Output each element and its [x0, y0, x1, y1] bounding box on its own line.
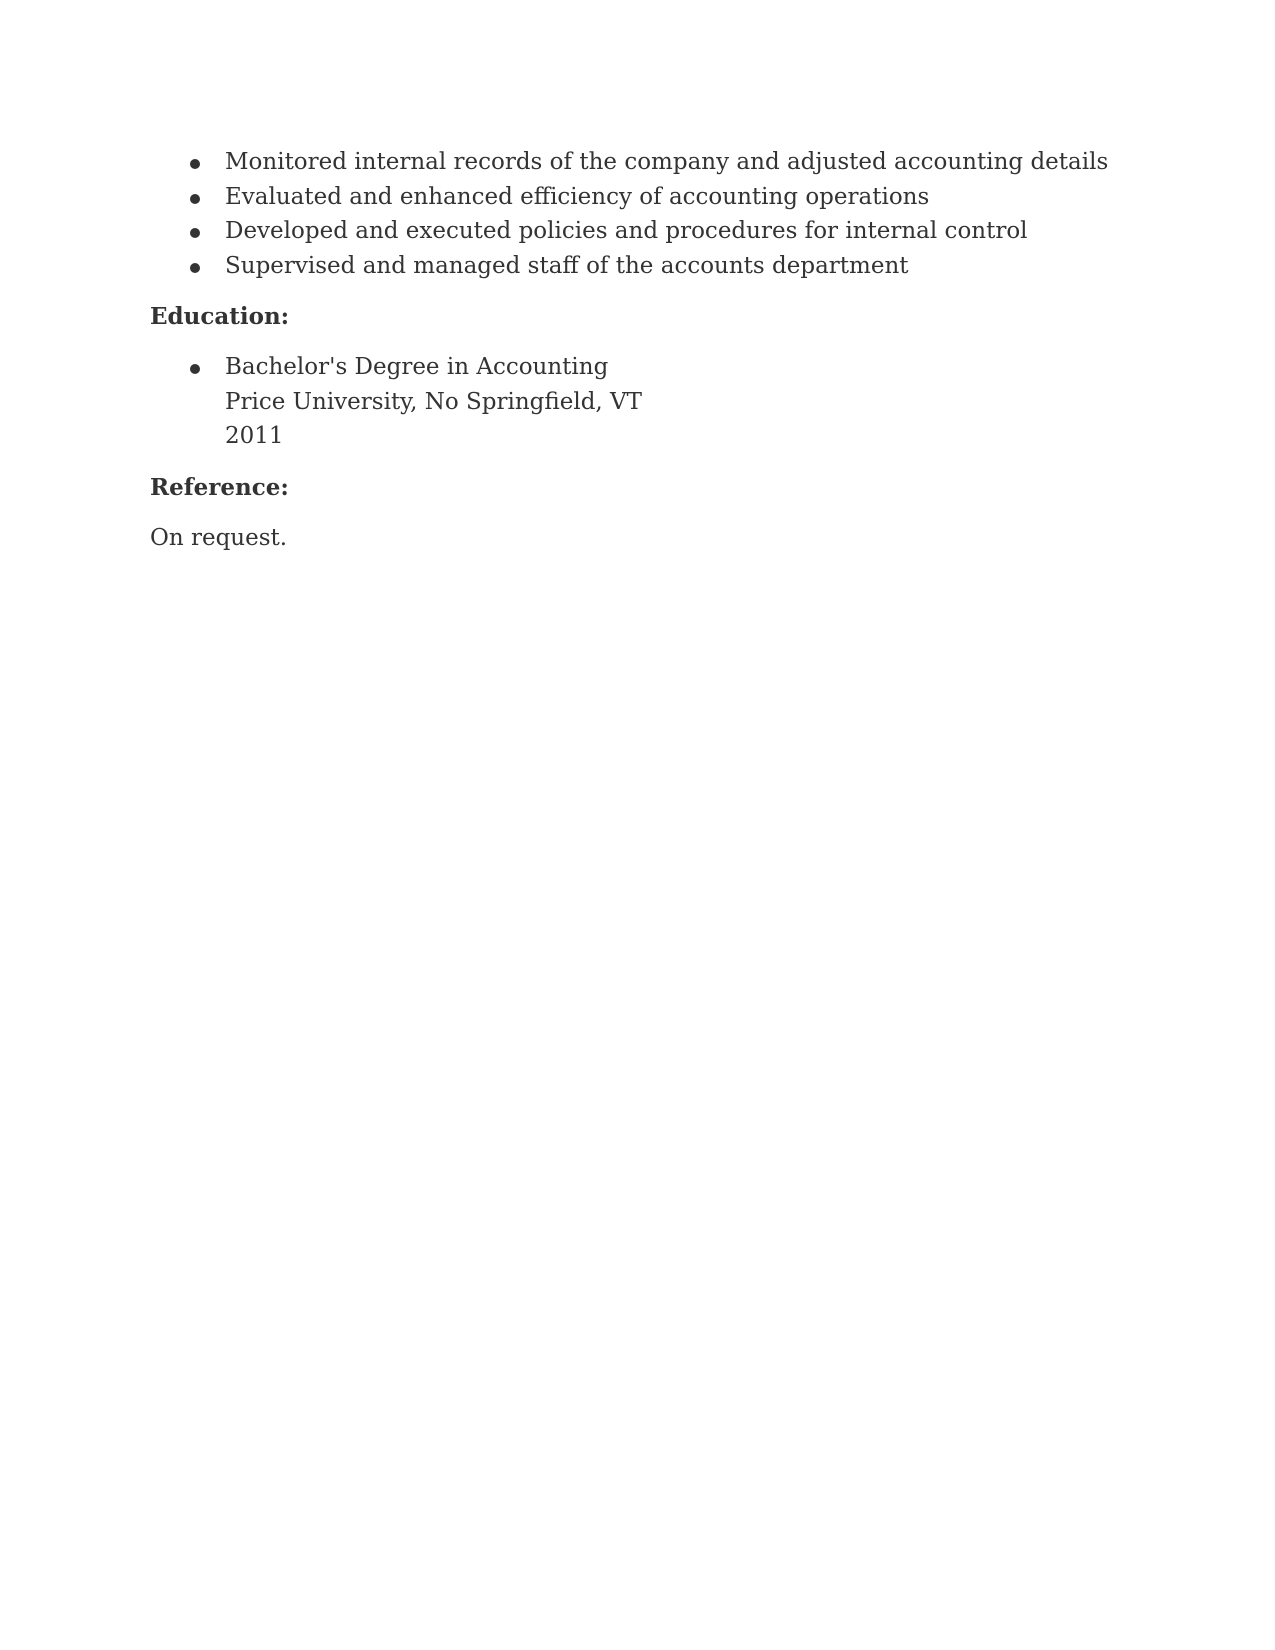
education-year: 2011 [225, 423, 284, 449]
list-item [150, 180, 1130, 215]
resume-page [150, 145, 1130, 555]
bullet-text: Evaluated and enhanced efficiency of accounting operations [225, 183, 930, 210]
bullet-icon [190, 364, 200, 374]
experience-bullet-list [150, 145, 1130, 283]
bullet-icon [190, 228, 200, 238]
bullet-icon [190, 159, 200, 169]
education-item [150, 350, 1130, 454]
bullet-icon [190, 194, 200, 204]
education-heading: Education: [150, 303, 290, 330]
list-item [150, 145, 1130, 180]
education-degree: Bachelor's Degree in Accounting [225, 354, 609, 380]
education-list [150, 350, 1130, 454]
bullet-text: Supervised and managed staff of the accounts department [225, 252, 909, 279]
bullet-text: Monitored internal records of the company and adjusted accounting details [225, 149, 1109, 175]
reference-text: On request. [150, 524, 288, 551]
education-school: Price University, No Springfield, VT [225, 388, 642, 415]
list-item [150, 249, 1130, 284]
bullet-text: Developed and executed policies and procedures for internal control [225, 218, 1028, 244]
bullet-icon [190, 263, 200, 273]
reference-heading: Reference: [150, 473, 289, 501]
education-details [225, 350, 1130, 454]
list-item [150, 214, 1130, 249]
